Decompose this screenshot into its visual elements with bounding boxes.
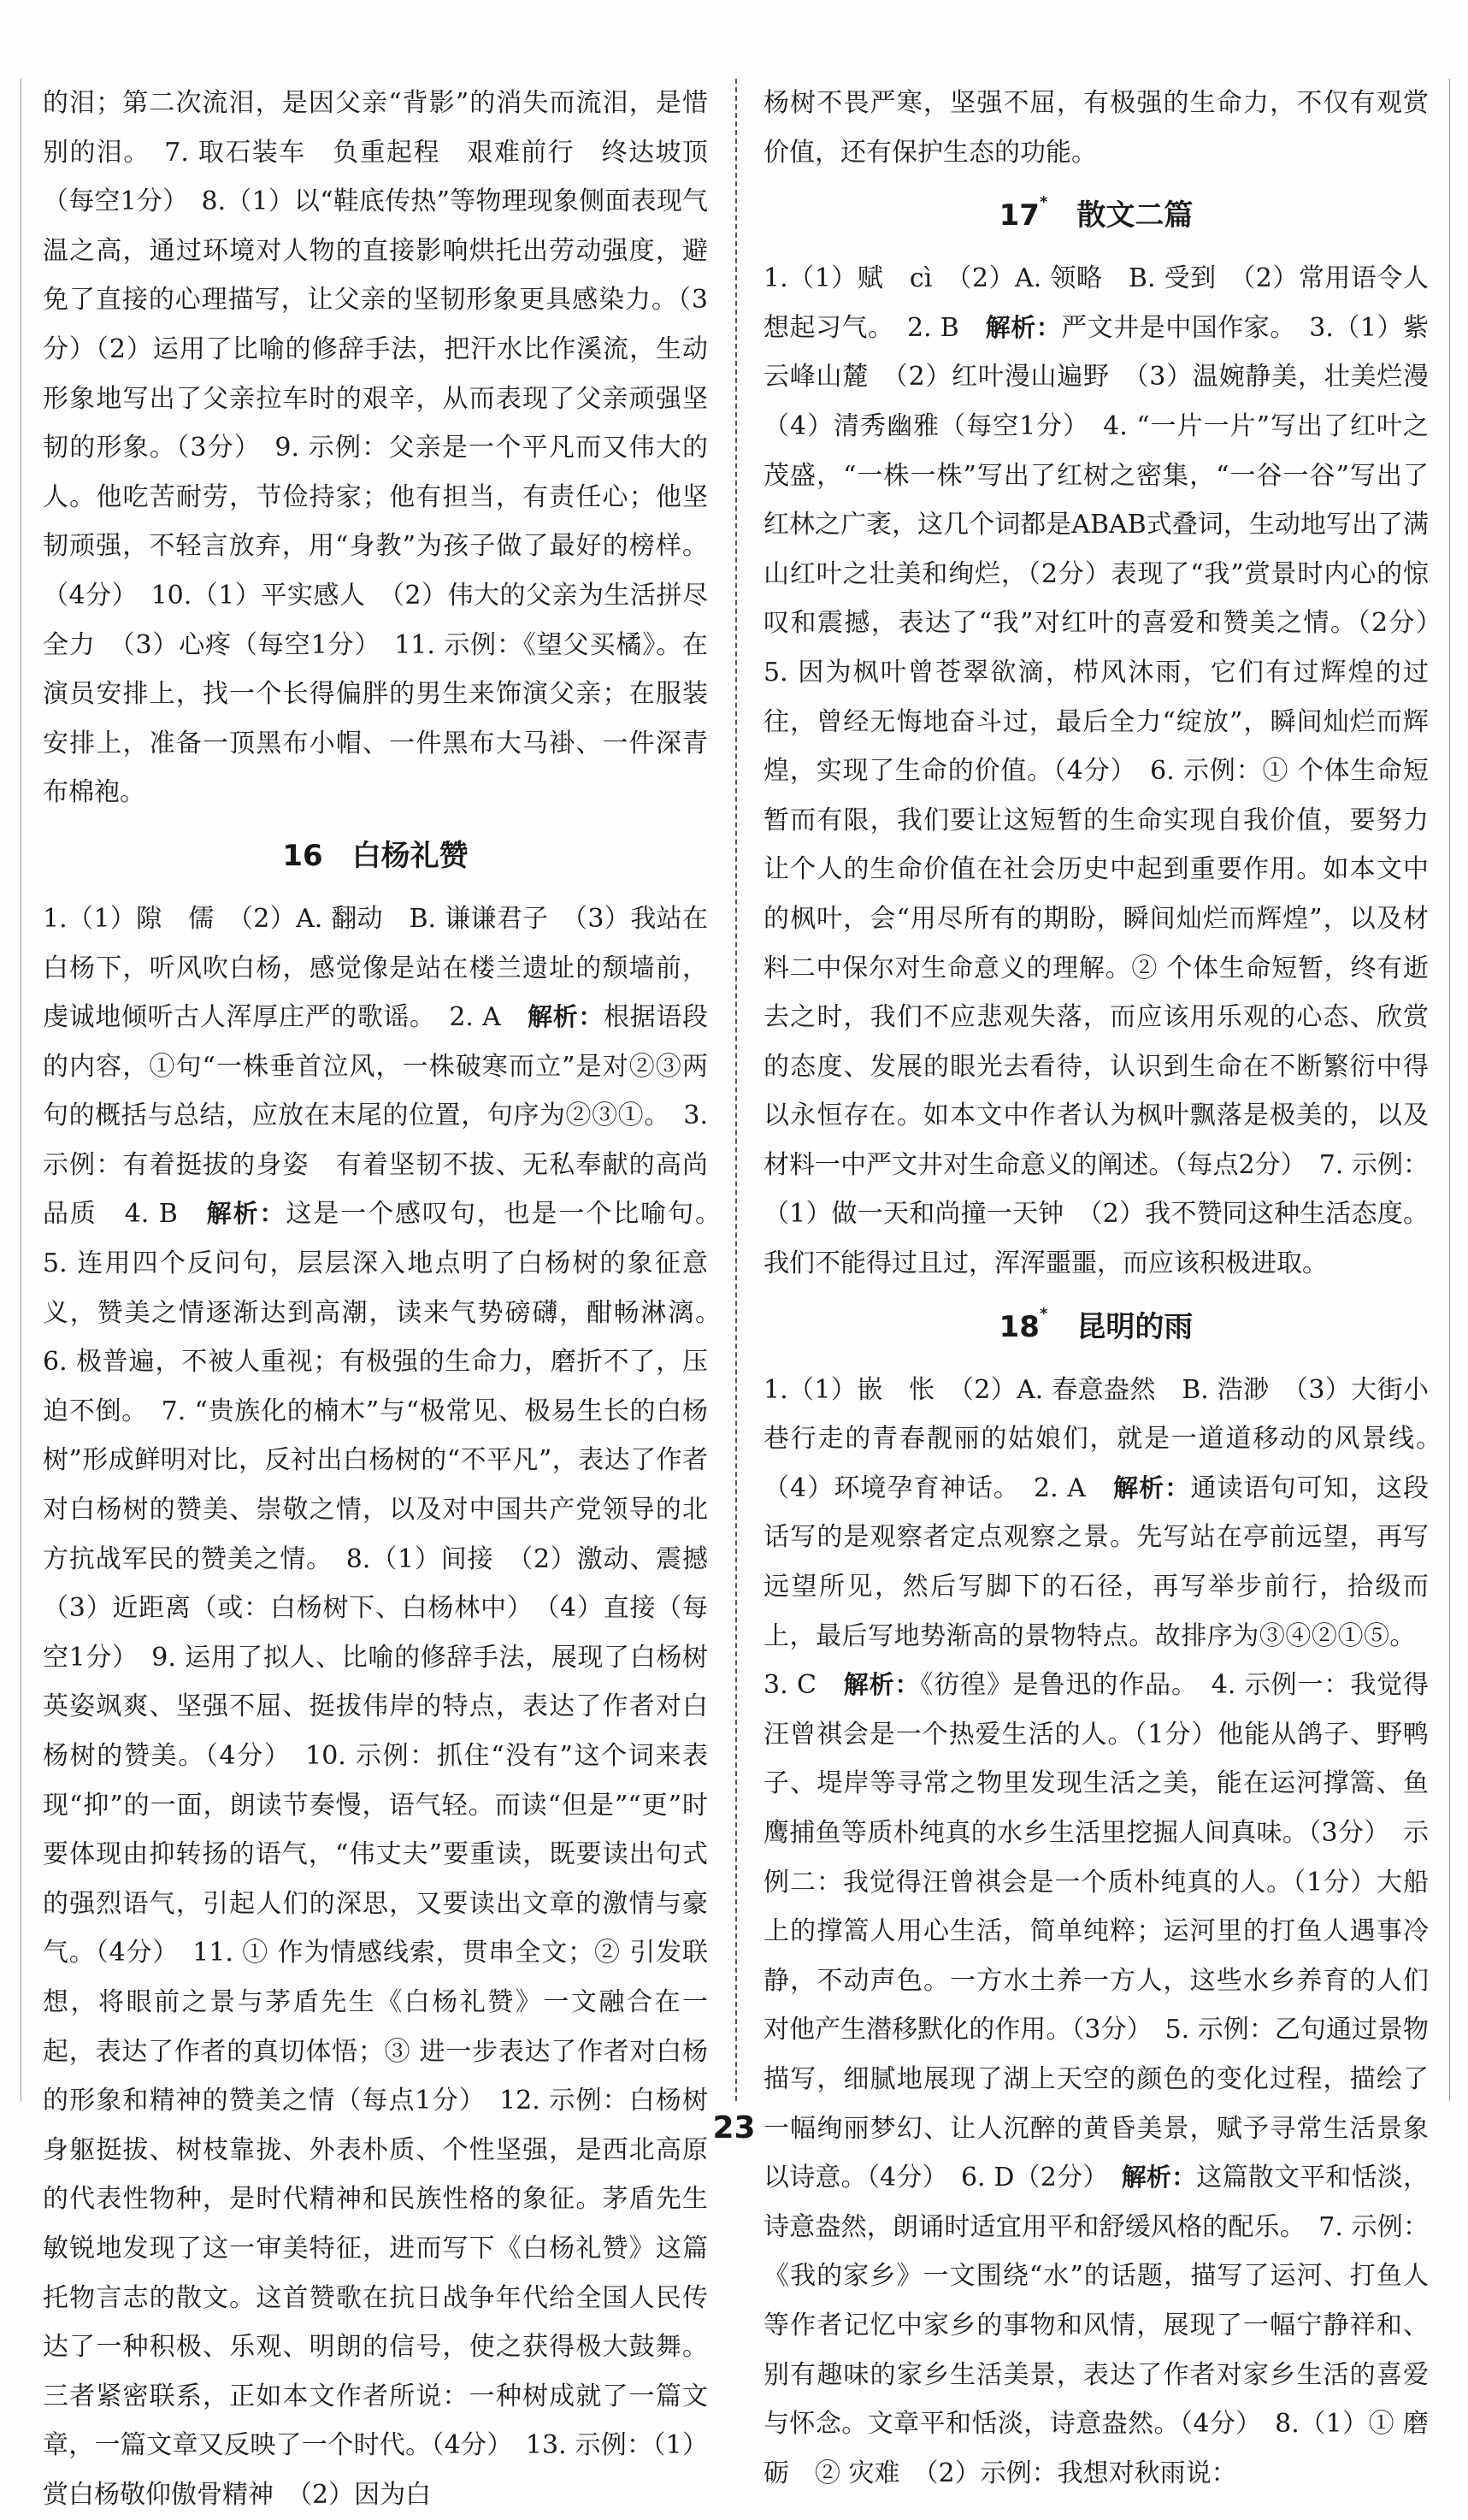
answer-text: 3. C (763, 1620, 1429, 1701)
section-heading-18 (763, 1289, 1429, 1366)
lesson16-answers (43, 894, 734, 2520)
left-column (43, 79, 734, 2520)
section-title: 昆明的雨 (1076, 1309, 1194, 1344)
elective-mark: * (1039, 1304, 1048, 1323)
lesson16-answers-tail: 杨树不畏严寒，坚强不屈，有极强的生命力，不仅有观赏价值，还有保护生态的功能。 (763, 88, 1429, 168)
answer-text: 3.（1）紫云峰山麓 （2）红叶漫山遍野 （3）温婉静美，壮美烂漫 （4）清秀幽雅（每空1分） 4. “一片一片”写出了红叶之茂盛，“一株一株”写出了红树之密集，“一谷一谷”写出了红林之广袤，这几个词都是ABAB式叠词，生动地写出了满山红叶之壮美和绚烂，（2分）表现了“我”赏景时内心的惊叹和震撼，表达了“我”对红叶的喜爱和赞美之情。（2分） 5. 因为枫叶曾苍翠欲滴，栉风沐雨，它们有过辉煌的过往，曾经无悔地奋斗过，最后全力“绽放”，瞬间灿烂而辉煌，实现了生命的价值。（4分） 6. 示例：① 个体生命短暂而有限，我们要让这短暂的生命实现自我价值，要努力让个人的生命价值在社会历史中起到重要作用。如本文中的枫叶，会“用尽所有的期盼，瞬间灿烂而辉煌”，以及材料二中保尔对生命意义的理解。② 个体生命短暂，终有逝去之时，我们不应悲观失落，而应该用乐观的心态、欣赏的态度、发展的眼光去看待，认识到生命在不断繁衍中得以永恒存在。如本文中作者认为枫叶飘落是极美的，以及材料一中严文井对生命意义的阐述。（每点2分） 7. 示例：（1）做一天和尚撞一天钟 （2）我不赞同这种生活态度。我们不能得过且过，浑浑噩噩，而应该积极进取。 (763, 312, 1454, 1279)
answer-text: 根据语段的内容，①句“一株垂首泣风，一株破寒而立”是对②③两句的概括与总结，应放在末尾的位置，句序为②③①。 3. 示例：有着挺拔的身姿 有着坚韧不拔、无私奉献的高尚品质 4. B (43, 1002, 709, 1230)
section-heading-16 (43, 817, 708, 894)
analysis-text: 通读语句可知，这段话写的是观察者定点观察之景。先写站在亭前远望，再写远望所见，然后写脚下的石径，再写举步前行，拾级而上，最后写地势渐高的景物特点。故排序为③④②①⑤。 (763, 1472, 1429, 1651)
section-title: 白杨礼赞 (351, 838, 469, 873)
section-number: 17 (999, 198, 1040, 233)
analysis-text: 严文井是中国作家。 (1061, 312, 1283, 343)
section-heading-17 (763, 177, 1429, 254)
answer-text: 4. 示例一：我觉得汪曾祺会是一个热爱生活的人。（1分）他能从鸽子、野鸭子、堤岸等寻常之物里发现生活之美，能在运河撑篙、鱼鹰捕鱼等质朴纯真的水乡生活里挖掘人间真味。（3分） 示例二：我觉得汪曾祺会是一个质朴纯真的人。（1分）大船上的撑篙人用心生活，简单纯粹；运河里的打鱼人遇事冷静，不动声色。一方水土养一方人，这些水乡养育的人们对他产生潜移默化的作用。（3分） 5. 示例：乙句通过景物描写，细腻地展现了湖上天空的颜色的变化过程，描绘了一幅绚丽梦幻、让人沉醉的黄昏美景，赋予寻常生活景象以诗意。（4分） 6. D（2分） (763, 1670, 1429, 2193)
elective-mark: * (1039, 193, 1048, 212)
analysis-label: 解析： (1121, 2163, 1197, 2192)
answer-text: 1.（1）嵌 怅 （2）A. 春意盎然 B. 浩渺 （3）大街小巷行走的青春靓丽的姑娘们，就是一道道移动的风景线。 （4）环境孕育神话。 2. A (763, 1374, 1454, 1503)
section-number: 18 (999, 1309, 1040, 1344)
analysis-label: 解析： (843, 1670, 921, 1700)
analysis-label: 解析： (206, 1199, 286, 1229)
analysis-label: 解析： (1113, 1472, 1191, 1502)
lesson17-answers (763, 254, 1454, 1288)
section-title: 散文二篇 (1076, 198, 1194, 233)
answer-text: 7. 示例：《我的家乡》一文围绕“水”的话题，描写了运河、打鱼人等作者记忆中家乡的事物和风情，展现了一幅宁静祥和、别有趣味的家乡生活美景，表达了作者对家乡生活的喜爱与怀念。文章平和恬淡，诗意盎然。（4分） 8.（1）① 磨砺 ② 灾难 （2）示例：我想对秋雨说： (763, 2211, 1429, 2488)
analysis-label: 解析： (528, 1002, 604, 1032)
answer-text: 1.（1）赋 cì （2）A. 领略 B. 受到 （2）常用语令人想起习气。 2. B (763, 263, 1429, 343)
analysis-text: 《彷徨》是鲁迅的作品。 (920, 1670, 1185, 1701)
answer-text: 这是一个感叹句，也是一个比喻句。 5. 连用四个反问句，层层深入地点明了白杨树的象征意义，赞美之情逐渐达到高潮，读来气势磅礴，酣畅淋漓。 6. 极普遍，不被人重视；有极强的生命力，磨折不了，压迫不倒。 7. “贵族化的楠木”与“极常见、极易生长的白杨树”形成鲜明对比，反衬出白杨树的“不平凡”，表达了作者对白杨树的赞美、崇敬之情，以及对中国共产党领导的北方抗战军民的赞美之情。 8.（1）间接 （2）激动、震撼 （3）近距离（或：白杨树下、白杨林中） （4）直接（每空1分） 9. 运用了拟人、比喻的修辞手法，展现了白杨树英姿飒爽、坚强不屈、挺拔伟岸的特点，表达了作者对白杨树的赞美。（4分） 10. 示例：抓住“没有”这个词来表现“抑”的一面，朗读节奏慢，语气轻。而读“但是”“更”时要体现由抑转扬的语气，“伟丈夫”要重读，既要读出句式的强烈语气，引起人们的深思，又要读出文章的激情与豪气。（4分） 11. ① 作为情感线索，贯串全文；② 引发联想，将眼前之景与茅盾先生《白杨礼赞》一文融合在一起，表达了作者的真切体悟；③ 进一步表达了作者对白杨的形象和精神的赞美之情（每点1分） 12. 示例：白杨树身躯挺拔、树枝靠拢、外表朴质、个性坚强，是西北高原的代表性物种，是时代精神和民族性格的象征。茅盾先生敏锐地发现了这一审美特征，进而写下《白杨礼赞》这篇托物言志的散文。这首赞歌在抗日战争年代给全国人民传达了一种积极、乐观、明朗的信号，使之获得极大鼓舞。三者紧密联系，正如本文作者所说：一种树成就了一篇文章，一篇文章又反映了一个时代。（4分） 13. 示例：（1）赏白杨敬仰傲骨精神 （2）因为白 (43, 1199, 734, 2510)
page-number: 23 (712, 2110, 756, 2145)
analysis-label: 解析： (985, 312, 1062, 342)
lesson15-answers-tail: 的泪；第二次流泪，是因父亲“背影”的消失而流泪，是惜别的泪。 7. 取石装车 负重起程 艰难前行 终达坡顶（每空1分） 8.（1）以“鞋底传热”等物理现象侧面表现气温之高，通过环境对人物的直接影响烘托出劳动强度，避免了直接的心理描写，让父亲的坚韧形象更具感染力。（3分）（2）运用了比喻的修辞手法，把汗水比作溪流，生动形象地写出了父亲拉车时的艰辛，从而表现了父亲顽强坚韧的形象。（3分） 9. 示例：父亲是一个平凡而又伟大的人。他吃苦耐劳，节俭持家；他有担当，有责任心；他坚韧顽强，不轻言放弃，用“身教”为孩子做了最好的榜样。（4分） 10.（1）平实感人 （2）伟大的父亲为生活拼尽全力 （3）心疼（每空1分） 11. 示例：《望父买橘》。在演员安排上，找一个长得偏胖的男生来饰演父亲；在服装安排上，准备一顶黑布小帽、一件黑布大马褂、一件深青布棉袍。 (43, 88, 708, 808)
section-number: 16 (282, 838, 323, 873)
column-divider (735, 79, 737, 2101)
analysis-text: 这篇散文平和恬淡，诗意盎然，朗诵时适宜用平和舒缓风格的配乐。 (763, 2163, 1429, 2242)
answer-text: 1.（1）隙 儒 （2）A. 翻动 B. 谦谦君子 （3）我站在白杨下，听风吹白杨，感觉像是站在楼兰遗址的颓墙前，虔诚地倾听古人浑厚庄严的歌谣。 2. A (43, 903, 708, 1033)
lesson18-answers (763, 1366, 1454, 2499)
